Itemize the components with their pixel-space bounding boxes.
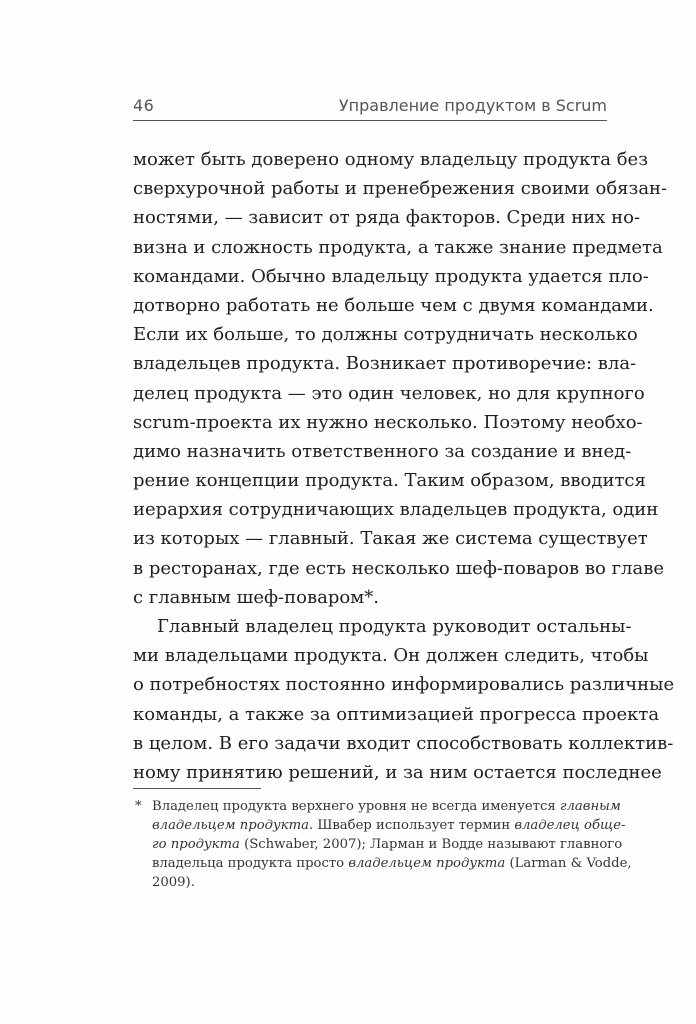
footnote-line: го продукта (Schwaber, 2007); Ларман и Водде называют главного: [152, 837, 623, 852]
body-line: из которых — главный. Такая же система существует: [133, 528, 648, 550]
body-line: ми владельцами продукта. Он должен следить, чтобы: [133, 645, 649, 667]
body-line: командами. Обычно владельцу продукта удается пло-: [133, 265, 649, 287]
body-line: команды, а также за оптимизацией прогресса проекта: [133, 703, 660, 725]
body-line: иерархия сотрудничающих владельцев продукта, один: [133, 499, 659, 521]
footnote-line: владельцем продукта. Швабер использует термин владелец общe-: [152, 818, 626, 833]
body-line: о потребностях постоянно информировались различные: [133, 674, 675, 696]
footnote-line: владельца продукта просто владельцем продукта (Larman & Vodde,: [152, 856, 632, 871]
page-number: 46: [133, 96, 155, 115]
body-line: в ресторанах, где есть несколько шеф-поваров во главе: [133, 557, 664, 579]
body-line: Главный владелец продукта руководит остальны-: [157, 616, 632, 637]
body-line: димо назначить ответственного за создание и внед-: [133, 440, 632, 462]
body-line: делец продукта — это один человек, но для крупного: [133, 382, 645, 404]
body-line: рение концепции продукта. Таким образом, вводится: [133, 470, 646, 492]
body-line: сверхурочной работы и пренебрежения своими обязан-: [133, 178, 668, 200]
footnote: [135, 797, 632, 892]
body-line: с главным шеф-поваром*.: [133, 586, 379, 608]
footnote-line: 2009).: [152, 875, 195, 890]
body-line: визна и сложность продукта, а также знание предмета: [133, 236, 663, 258]
body-line: владельцев продукта. Возникает противоречие: вла-: [133, 353, 637, 375]
header-rule: [133, 120, 607, 121]
footnote-line: Владелец продукта верхнего уровня не всегда именуется главным: [152, 799, 621, 814]
footnote-rule: [133, 788, 261, 789]
body-line: ностями, — зависит от ряда факторов. Среди них но-: [133, 207, 641, 229]
body-line: дотворно работать не больше чем с двумя командами.: [133, 294, 654, 316]
running-title: Управление продуктом в Scrum: [338, 96, 607, 115]
body-text: [133, 145, 675, 787]
body-line: может быть доверено одному владельцу продукта без: [133, 149, 649, 170]
body-line: scrum-проекта их нужно несколько. Поэтому необхо-: [133, 411, 643, 433]
body-line: Если их больше, то должны сотрудничать несколько: [133, 324, 638, 346]
footnote-marker: *: [135, 799, 142, 814]
body-line: в целом. В его задачи входит способствовать коллектив-: [133, 732, 674, 754]
body-line: ному принятию решений, и за ним остается последнее: [133, 761, 662, 783]
